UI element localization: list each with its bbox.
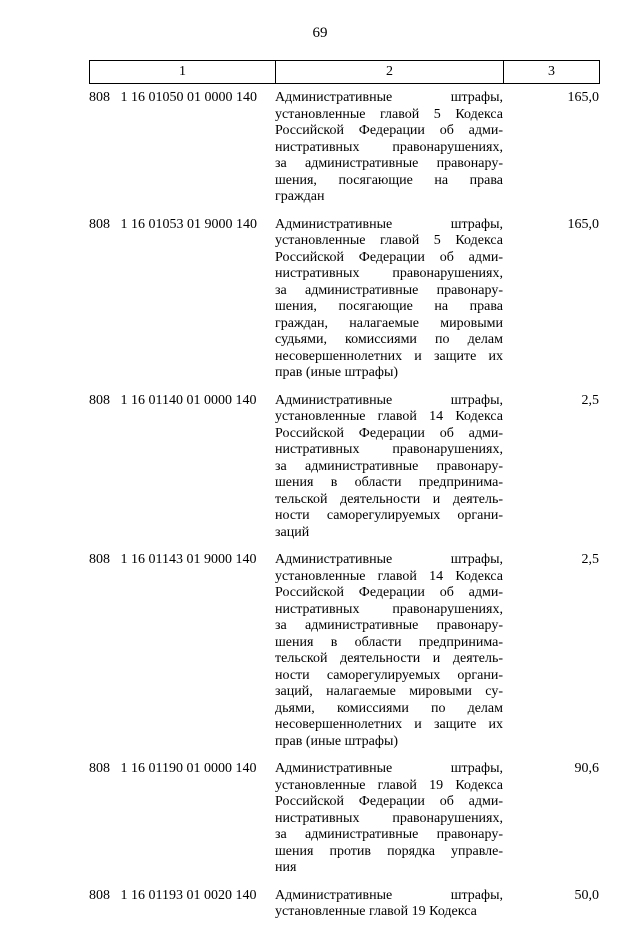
description-line: за административные правонару-: [275, 618, 503, 633]
description-line: несовершеннолетних и защите их: [275, 348, 503, 364]
description-line: судьями, комиссиями по делам: [275, 332, 503, 347]
description-line: Административные штрафы,: [275, 552, 503, 567]
table-row: [89, 90, 599, 206]
description-line: нистративных правонарушениях,: [275, 810, 503, 826]
description-line: установленные главой 19 Кодекса: [275, 777, 503, 793]
income-description: [275, 761, 503, 877]
description-line: прав (иные штрафы): [275, 733, 399, 749]
description-line: нистративных правонарушениях,: [275, 442, 503, 457]
description-line: Российской Федерации об адми-: [275, 249, 503, 265]
description-line: граждан: [275, 189, 325, 204]
description-line: шения против порядка управле-: [275, 843, 503, 859]
description-line: шения в области предпринима-: [275, 475, 503, 490]
description-line: ности саморегулируемых органи-: [275, 508, 503, 523]
description-line: установленные главой 14 Кодекса: [275, 409, 503, 424]
description-line: Российской Федерации об адми-: [275, 425, 503, 441]
description-line: Административные штрафы,: [275, 392, 503, 408]
income-description: [275, 552, 503, 750]
description-line: нистративных правонарушениях,: [275, 266, 503, 281]
table-row: [89, 761, 599, 877]
column-header-2: 2: [276, 61, 504, 84]
table-row: [89, 217, 599, 382]
table-row: [89, 552, 599, 750]
table-row: [89, 888, 599, 921]
description-line: тельской деятельности и деятель-: [275, 651, 503, 666]
income-description: [275, 90, 503, 206]
description-line: Российской Федерации об адми-: [275, 794, 503, 809]
budget-code: 808 1 16 01050 01 0000 140: [89, 90, 257, 105]
budget-code: 808 1 16 01143 01 9000 140: [89, 552, 257, 567]
description-line: нистративных правонарушениях,: [275, 139, 503, 155]
income-description: [275, 888, 503, 921]
description-line: шения, посягающие на права: [275, 299, 503, 314]
amount-value: 2,5: [581, 392, 599, 408]
description-line: заций: [275, 524, 310, 540]
budget-code: 808 1 16 01140 01 0000 140: [89, 392, 257, 408]
description-line: шения в области предпринима-: [275, 634, 503, 650]
description-line: за административные правонару-: [275, 282, 503, 298]
table-header: [89, 60, 600, 84]
description-line: граждан, налагаемые мировыми: [275, 315, 503, 331]
budget-code: 808 1 16 01190 01 0000 140: [89, 761, 257, 776]
table-body: [89, 90, 599, 932]
budget-code: 808 1 16 01193 01 0020 140: [89, 887, 257, 903]
column-header-3: 3: [504, 61, 600, 84]
description-line: дьями, комиссиями по делам: [275, 700, 503, 716]
description-line: установленные главой 5 Кодекса: [275, 106, 503, 122]
description-line: шения, посягающие на права: [275, 172, 503, 188]
description-line: за административные правонару-: [275, 156, 503, 171]
description-line: Российской Федерации об адми-: [275, 585, 503, 600]
description-line: ности саморегулируемых органи-: [275, 667, 503, 683]
description-line: тельской деятельности и деятель-: [275, 491, 503, 507]
description-line: установленные главой 14 Кодекса: [275, 568, 503, 584]
description-line: заций, налагаемые мировыми су-: [275, 684, 503, 699]
amount-value: 165,0: [567, 216, 599, 232]
income-description: [275, 217, 503, 382]
amount-value: 90,6: [574, 761, 599, 776]
description-line: установленные главой 5 Кодекса: [275, 233, 503, 248]
income-description: [275, 393, 503, 542]
description-line: Административные штрафы,: [275, 216, 503, 232]
description-line: за административные правонару-: [275, 458, 503, 474]
description-line: несовершеннолетних и защите их: [275, 717, 503, 732]
description-line: Российской Федерации об адми-: [275, 123, 503, 138]
table-row: [89, 393, 599, 542]
amount-value: 165,0: [567, 90, 599, 105]
description-line: Административные штрафы,: [275, 761, 503, 776]
amount-value: 50,0: [574, 887, 599, 903]
page-number: 69: [312, 25, 328, 41]
description-line: нистративных правонарушениях,: [275, 601, 503, 617]
budget-code: 808 1 16 01053 01 9000 140: [89, 216, 257, 232]
description-line: Административные штрафы,: [275, 887, 503, 903]
description-line: ния: [275, 860, 297, 875]
description-line: Административные штрафы,: [275, 90, 503, 105]
description-line: установленные главой 19 Кодекса: [275, 904, 477, 919]
description-line: прав (иные штрафы): [275, 365, 399, 380]
column-header-1: 1: [90, 61, 276, 84]
description-line: за административные правонару-: [275, 827, 503, 842]
amount-value: 2,5: [581, 552, 599, 567]
